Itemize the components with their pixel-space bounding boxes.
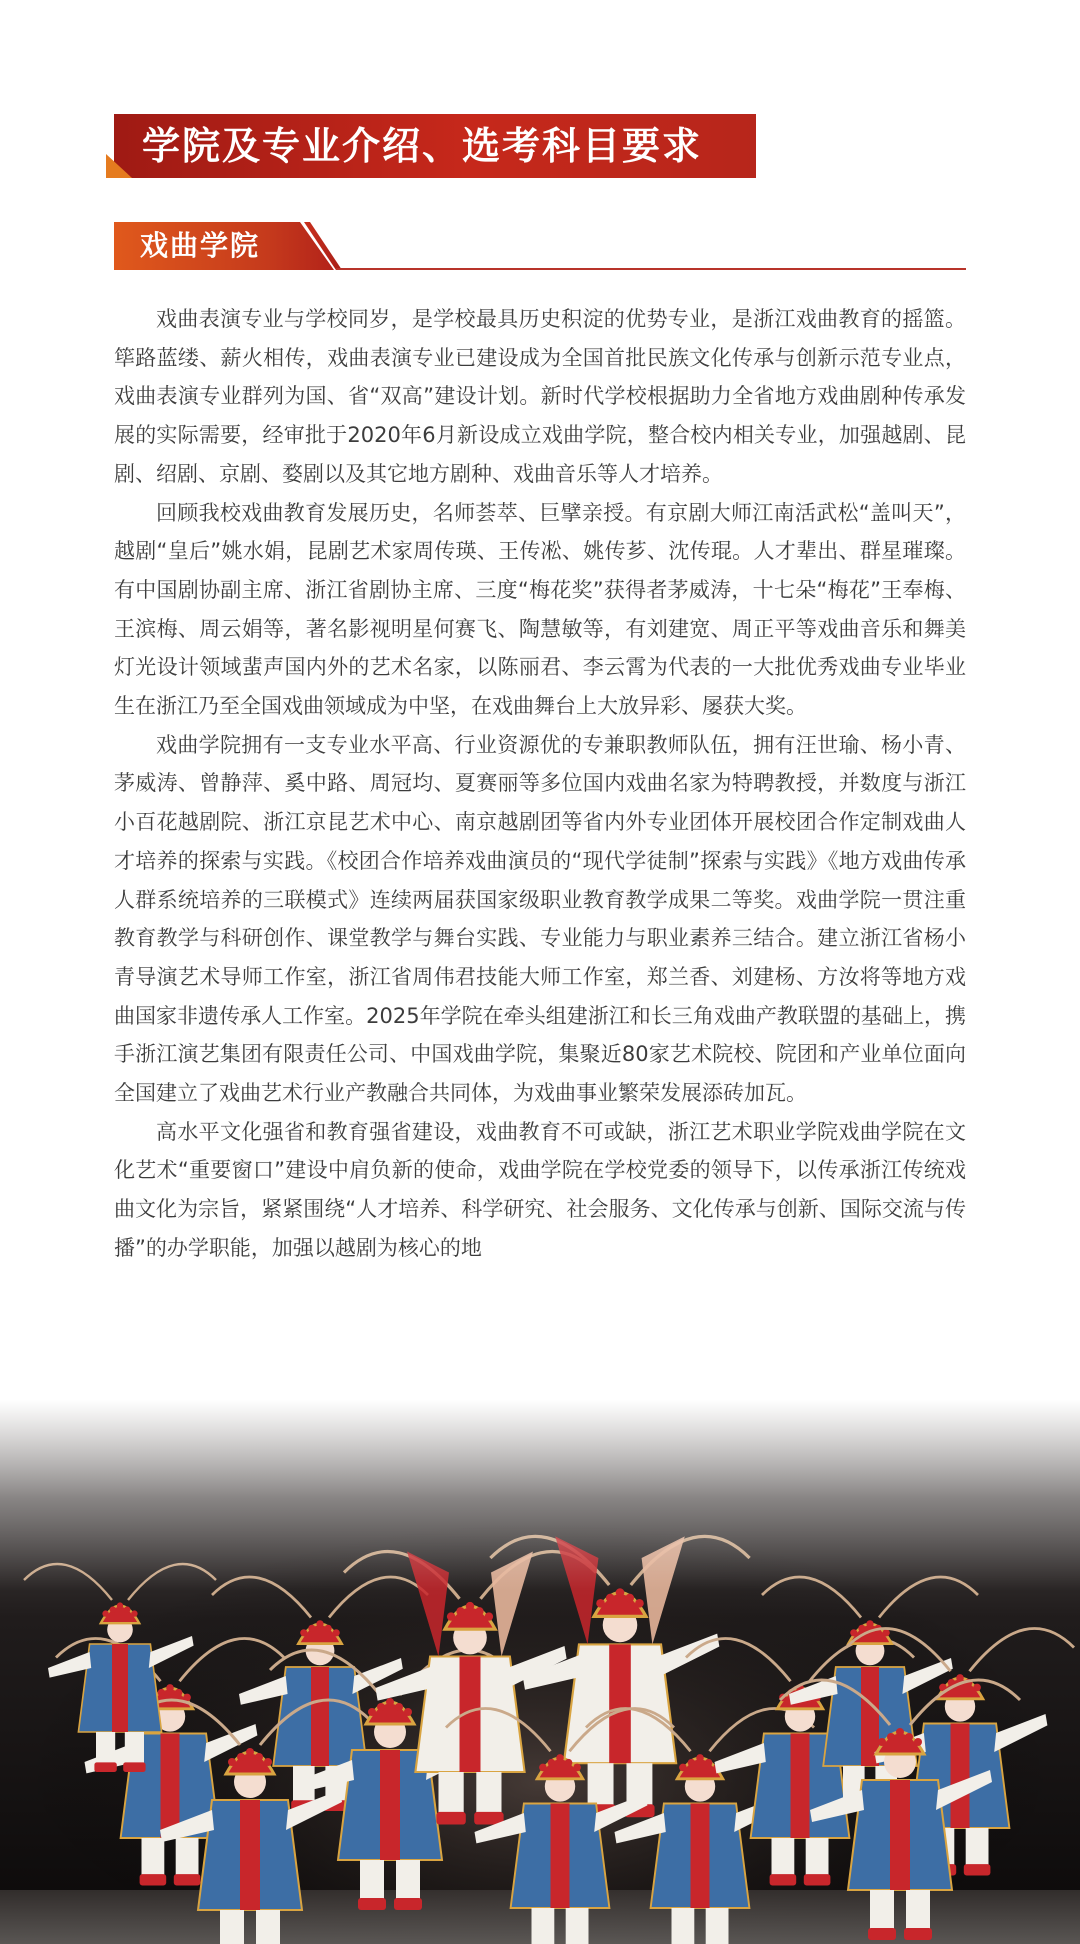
section-title: 戏曲学院 (140, 229, 261, 262)
paragraph: 戏曲表演专业与学校同岁，是学校最具历史积淀的优势专业，是浙江戏曲教育的摇篮。筚路蓝缕、薪火相传，戏曲表演专业已建设成为全国首批民族文化传承与创新示范专业点，戏曲表演专业群列为国、省“双高”建设计划。新时代学校根据助力全省地方戏曲剧种传承发展的实际需要，经审批于2020年6月新设成立戏曲学院，整合校内相关专业，加强越剧、昆剧、绍剧、京剧、婺剧以及其它地方剧种、戏曲音乐等人才培养。 (114, 307, 966, 486)
banner-corner-accent (106, 154, 132, 178)
paragraph: 高水平文化强省和教育强省建设，戏曲教育不可或缺，浙江艺术职业学院戏曲学院在文化艺术“重要窗口”建设中肩负新的使命，戏曲学院在学校党委的领导下，以传承浙江传统戏曲文化为宗旨，紧紧围绕“人才培养、科学研究、社会服务、文化传承与创新、国际交流与传播”的办学职能，加强以越剧为核心的地 (114, 1119, 966, 1260)
main-title-banner (114, 114, 756, 178)
performance-illustration (0, 1400, 1080, 1944)
section-header (114, 222, 966, 270)
main-title: 学院及专业介绍、选考科目要求 (142, 124, 703, 168)
opera-performance-photo (0, 1400, 1080, 1944)
section-divider (336, 268, 966, 270)
paragraph: 回顾我校戏曲教育发展历史，名师荟萃、巨擘亲授。有京剧大师江南活武松“盖叫天”，越剧“皇后”姚水娟，昆剧艺术家周传瑛、王传凇、姚传芗、沈传琨。人才辈出、群星璀璨。有中国剧协副主席、浙江省剧协主席、三度“梅花奖”获得者茅威涛，十七朵“梅花”王奉梅、王滨梅、周云娟等，著名影视明星何赛飞、陶慧敏等，有刘建宽、周正平等戏曲音乐和舞美灯光设计领域蜚声国内外的艺术名家，以陈丽君、李云霄为代表的一大批优秀戏曲专业毕业生在浙江乃至全国戏曲领域成为中坚，在戏曲舞台上大放异彩、屡获大奖。 (114, 500, 966, 719)
body-text (114, 300, 966, 1268)
paragraph: 戏曲学院拥有一支专业水平高、行业资源优的专兼职教师队伍，拥有汪世瑜、杨小青、茅威涛、曾静萍、奚中路、周冠均、夏赛丽等多位国内戏曲名家为特聘教授，并数度与浙江小百花越剧院、浙江京昆艺术中心、南京越剧团等省内外专业团体开展校团合作定制戏曲人才培养的探索与实践。《校团合作培养戏曲演员的“现代学徒制”探索与实践》《地方戏曲传承人群系统培养的三联模式》连续两届获国家级职业教育教学成果二等奖。戏曲学院一贯注重教育教学与科研创作、课堂教学与舞台实践、专业能力与职业素养三结合。建立浙江省杨小青导演艺术导师工作室，浙江省周伟君技能大师工作室，郑兰香、刘建杨、方汝将等地方戏曲国家非遗传承人工作室。2025年学院在牵头组建浙江和长三角戏曲产教联盟的基础上，携手浙江演艺集团有限责任公司、中国戏曲学院，集聚近80家艺术院校、院团和产业单位面向全国建立了戏曲艺术行业产教融合共同体，为戏曲事业繁荣发展添砖加瓦。 (114, 732, 966, 1106)
